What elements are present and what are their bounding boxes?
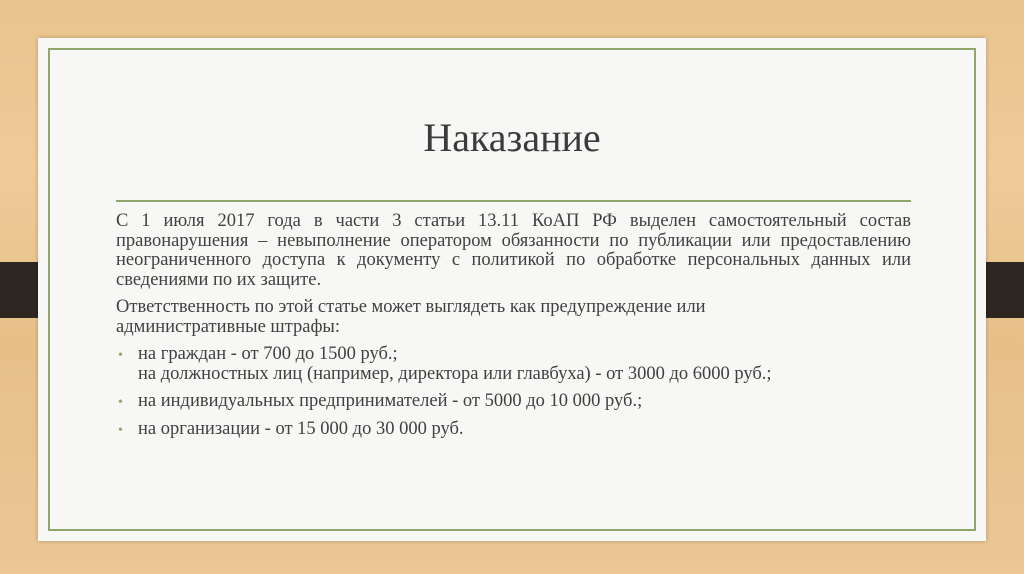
- list-item-text: на должностных лиц (например, директора или главбуха) - от 3000 до 6000 руб.;: [138, 363, 772, 384]
- bullet-icon: •: [118, 422, 123, 438]
- list-item: [116, 345, 911, 384]
- paragraph-intro: С 1 июля 2017 года в части 3 статьи 13.11 КоАП РФ выделен самостоятельный состав правонарушения – невыполнение оператором обязанности по публикации или предоставлению неограниченного доступа к документу с политикой по обработке персональных данных или сведениями по их защите.: [116, 211, 911, 290]
- bullet-icon: •: [118, 348, 123, 363]
- list-item-text: на граждан - от 700 до 1500 руб.;: [138, 344, 398, 364]
- slide: [38, 38, 986, 541]
- list-item-text: на организации - от 15 000 до 30 000 руб.: [138, 418, 464, 439]
- slide-title: Наказание: [423, 115, 601, 160]
- slide-body: [116, 212, 911, 447]
- paragraph-responsibility: Ответственность по этой статье может выглядеть как предупреждение или административные штрафы:: [116, 297, 706, 337]
- list-item: [116, 420, 911, 440]
- title-divider: [116, 200, 911, 202]
- fines-list: [116, 345, 911, 439]
- list-item-text: на индивидуальных предпринимателей - от 5000 до 10 000 руб.;: [138, 391, 643, 411]
- bullet-icon: •: [118, 395, 123, 410]
- list-item: [116, 392, 911, 412]
